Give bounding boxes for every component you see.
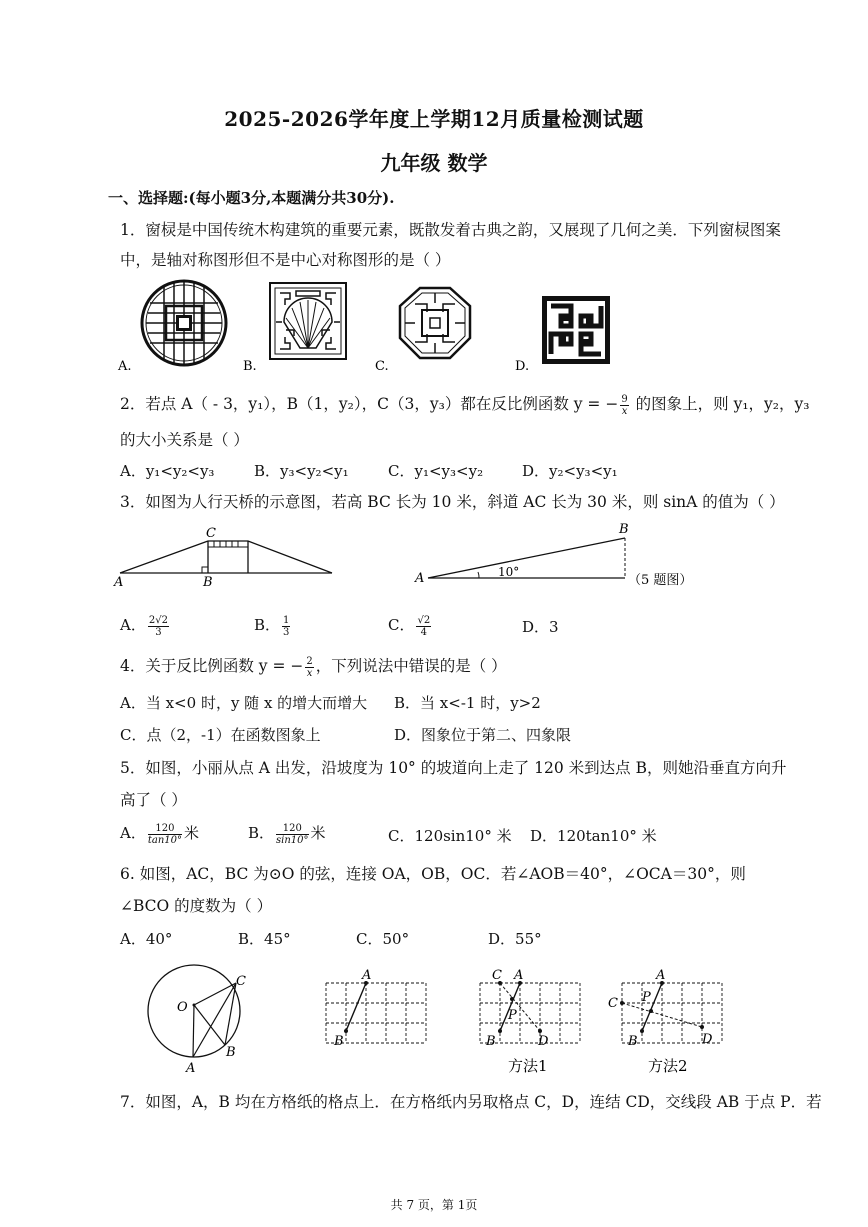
q1-line2: 中，是轴对称图形但不是中心对称图形的是（ ） [120, 251, 451, 269]
q3-option-c [388, 614, 433, 638]
q4-option-d: D．图象位于第二、四象限 [394, 726, 572, 744]
q3-line1: 3．如图为人行天桥的示意图，若高 BC 长为 10 米，斜道 AC 长为 30 米，则 sinA 的值为（ ） [120, 493, 785, 511]
q1-figure-d [542, 296, 610, 364]
q2-option-c: C．y₁<y₃<y₂ [388, 462, 484, 480]
q3-option-a-frac [148, 615, 169, 638]
q3-option-c-frac [416, 615, 431, 638]
q4-frac-den: x [306, 667, 313, 679]
grid3-caption: 方法2 [648, 1057, 688, 1075]
q5-option-a-den: tan10° [147, 834, 182, 846]
slope-figure [414, 522, 692, 588]
q5-option-b-den: sin10° [276, 834, 309, 846]
circle-label-b: B [226, 1045, 236, 1060]
grid2-label-a: A [514, 968, 524, 983]
q5-option-a [120, 822, 199, 846]
bridge-label-b: B [203, 575, 213, 590]
q6-option-a: A．40° [120, 930, 173, 948]
fig5-caption: （5 题图） [628, 573, 693, 588]
q6-line1: 6. 如图，AC，BC 为⊙O 的弦，连接 OA，OB，OC．若∠AOB＝40°，∠OCA＝30°，则 [120, 865, 746, 883]
grid2-label-p: P [508, 1008, 517, 1023]
slope-label-a: A [415, 571, 425, 586]
exam-subtitle: 九年级 数学 [380, 151, 488, 175]
grid1-label-b: B [334, 1034, 344, 1049]
q3-option-a-label: A． [120, 616, 146, 634]
q1-option-b: B. [243, 359, 257, 374]
grid3-label-p: P [642, 990, 651, 1005]
q4-option-b: B．当 x<‐1 时，y>2 [394, 694, 541, 712]
q4-option-a: A．当 x<0 时，y 随 x 的增大而增大 [120, 694, 368, 712]
q1-option-d: D. [515, 359, 530, 374]
circle-label-a: A [186, 1061, 196, 1076]
q3-q5-figures [110, 520, 730, 592]
q5-line2: 高了（ ） [120, 791, 187, 809]
q4-option-c: C．点（2，‐1）在函数图象上 [120, 726, 321, 744]
q2-line2: 的大小关系是（ ） [120, 431, 249, 449]
q2-fraction [620, 394, 628, 417]
section-heading: 一、选择题:(每小题3分,本题满分共30分). [108, 189, 395, 207]
grid3-label-a: A [656, 968, 666, 983]
q4-fraction [305, 656, 313, 679]
q2-option-a: A．y₁<y₂<y₃ [120, 462, 215, 480]
grid3-label-d: D [702, 1032, 713, 1047]
q4-line1 [120, 654, 507, 679]
q2-line1-start: 2．若点 A（ - 3，y₁），B（1，y₂），C（3，y₃）都在反比例函数 y = − [120, 395, 619, 413]
q2-frac-num: 9 [621, 393, 628, 405]
q3-option-b-label: B． [254, 616, 281, 634]
grid-figure-2 [480, 968, 580, 1075]
bridge-label-c: C [206, 526, 216, 541]
q6-option-d: D．55° [488, 930, 542, 948]
q3-option-c-den: 4 [420, 626, 428, 638]
q3-option-b-frac [282, 615, 290, 638]
q1-figure-c [400, 288, 470, 358]
q5-option-b [248, 822, 326, 846]
slope-angle-label: 10° [498, 565, 520, 579]
q4-frac-num: 2 [306, 655, 313, 667]
grid2-label-b: B [486, 1034, 496, 1049]
circle-label-o: O [177, 1000, 188, 1015]
q2-option-b: B．y₃<y₂<y₁ [254, 462, 349, 480]
q6-q7-figures [130, 955, 750, 1080]
circle-figure [148, 965, 246, 1076]
q3-option-a-den: 3 [155, 626, 162, 638]
q4-line1-start: 4．关于反比例函数 y = − [120, 657, 304, 675]
q3-option-a [120, 614, 171, 638]
grid1-label-a: A [362, 968, 372, 983]
q5-option-b-frac [276, 823, 309, 846]
q3-option-b-den: 3 [283, 626, 290, 638]
q4-line1-end: ，下列说法中错误的是（ ） [315, 657, 507, 675]
q2-frac-den: x [621, 405, 628, 417]
q2-line1-end: 的图象上，则 y₁，y₂，y₃ [630, 395, 810, 413]
q1-option-a: A. [118, 359, 132, 374]
q3-option-a-num: 2√2 [148, 614, 168, 626]
grid3-label-b: B [628, 1034, 638, 1049]
q1-figures [110, 278, 670, 378]
q5-option-a-num: 120 [148, 823, 182, 835]
q2-line1 [120, 392, 809, 417]
grid3-label-c: C [608, 996, 618, 1011]
grid-figure-1 [326, 968, 426, 1049]
q5-option-a-label: A． [120, 824, 146, 842]
q1-option-c: C. [375, 359, 389, 374]
q1-line1: 1．窗棂是中国传统木构建筑的重要元素，既散发着古典之韵，又展现了几何之美．下列窗棂图案 [120, 221, 781, 239]
exam-title: 2025-2026学年度上学期12月质量检测试题 [224, 107, 644, 131]
q5-option-a-unit: 米 [184, 824, 200, 842]
q3-option-c-num: √2 [417, 614, 431, 626]
q6-option-c: C．50° [356, 930, 410, 948]
q5-option-d: D．120tan10° 米 [530, 827, 657, 845]
bridge-figure [113, 526, 332, 590]
q3-option-c-label: C． [388, 616, 415, 634]
grid-figure-3 [608, 968, 722, 1075]
q5-option-c: C．120sin10° 米 [388, 827, 512, 845]
circle-label-c: C [236, 974, 246, 989]
q3-option-d: D．3 [522, 618, 559, 636]
q5-option-b-num: 120 [276, 823, 309, 835]
bridge-label-a: A [114, 575, 124, 590]
q1-figure-a [142, 281, 226, 365]
q2-option-d: D．y₂<y₃<y₁ [522, 462, 618, 480]
q5-line1: 5．如图，小丽从点 A 出发，沿坡度为 10° 的坡道向上走了 120 米到达点 B，则她沿垂直方向升 [120, 759, 787, 777]
q5-option-a-frac [148, 823, 182, 846]
q5-option-b-label: B． [248, 824, 275, 842]
q5-option-b-unit: 米 [310, 824, 326, 842]
q1-figure-b [270, 283, 346, 359]
page-footer: 共 7 页，第 1页 [390, 1198, 478, 1212]
q3-option-b [254, 614, 292, 638]
q6-line2: ∠BCO 的度数为（ ） [120, 897, 273, 915]
grid2-caption: 方法1 [508, 1057, 548, 1075]
q7-line1: 7．如图，A，B 均在方格纸的格点上．在方格纸内另取格点 C，D，连结 CD，交线段 AB 于点 P．若 [120, 1093, 822, 1111]
q3-option-b-num: 1 [283, 614, 290, 626]
grid2-label-c: C [492, 968, 502, 983]
q6-option-b: B．45° [238, 930, 291, 948]
slope-label-b: B [619, 522, 629, 537]
grid2-label-d: D [538, 1034, 549, 1049]
